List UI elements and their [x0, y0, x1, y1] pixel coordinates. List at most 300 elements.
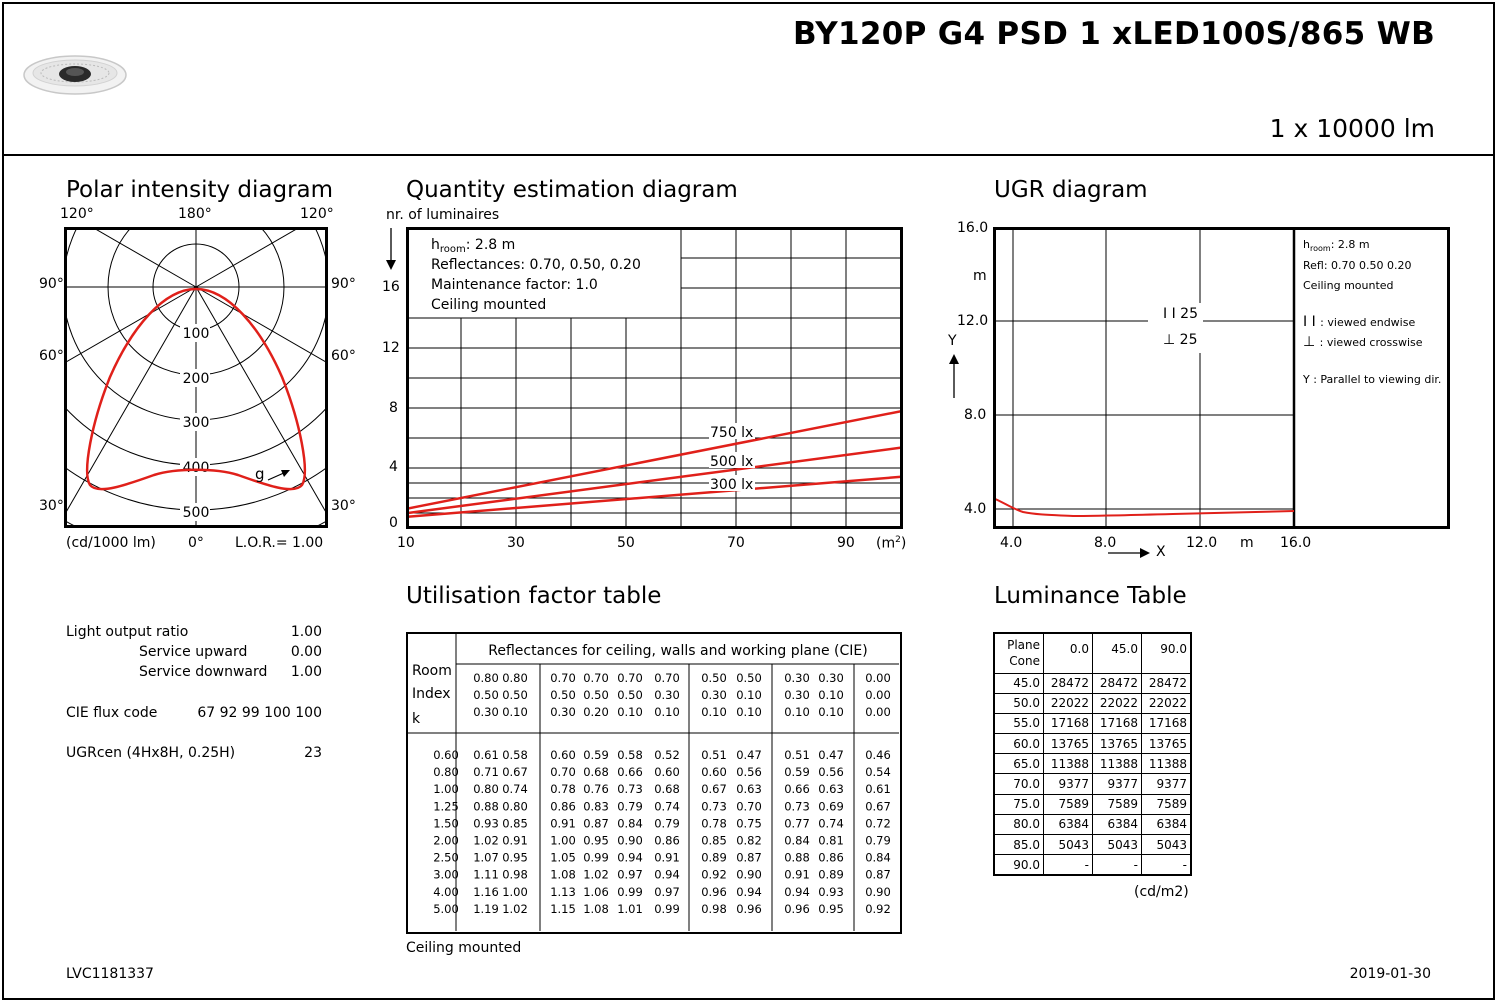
- luminance-value: 5043: [1044, 835, 1093, 855]
- ring-label-200: 200: [182, 371, 210, 387]
- prop-value-lor: 1.00: [290, 624, 322, 640]
- polar-unit: (cd/1000 lm): [66, 535, 156, 551]
- luminance-row: [994, 794, 1191, 814]
- luminance-value: 11388: [1044, 754, 1093, 774]
- polar-angle-right-60: 60°: [331, 348, 356, 364]
- document-code: LVC1181337: [66, 966, 154, 982]
- polar-angle-left-90: 90°: [39, 276, 64, 292]
- q-info-reflectances: Reflectances: 0.70, 0.50, 0.20: [431, 257, 641, 273]
- utilisation-value: 0.78: [550, 782, 576, 797]
- utilisation-value: 0.90: [617, 833, 643, 848]
- ugr-legend-crosswise: ⊥ : viewed crosswise: [1303, 334, 1423, 350]
- luminance-value: 22022: [1044, 693, 1093, 713]
- luminance-value: -: [1093, 855, 1142, 876]
- lum-col-45: 45.0: [1093, 633, 1142, 673]
- util-header: Reflectances for ceiling, walls and working plane (CIE): [488, 643, 868, 659]
- luminance-value: 22022: [1093, 693, 1142, 713]
- room-index-value: 2.50: [433, 850, 459, 865]
- polar-angle-top-left: 120°: [60, 206, 94, 222]
- header-divider: [2, 154, 1495, 156]
- reflectance-value: 0.00: [865, 688, 891, 702]
- utilisation-value: 0.99: [583, 850, 609, 865]
- ugr-xtick-16: 16.0: [1280, 535, 1312, 551]
- utilisation-value: 0.56: [818, 765, 844, 780]
- prop-value-cie: 67 92 99 100 100: [197, 705, 322, 721]
- reflectance-value: 0.30: [701, 688, 727, 702]
- luminance-title: Luminance Table: [994, 583, 1187, 609]
- util-title: Utilisation factor table: [406, 583, 662, 609]
- utilisation-value: 0.94: [654, 867, 680, 882]
- utilisation-value: 0.88: [784, 850, 810, 865]
- utilisation-value: 1.08: [583, 901, 609, 916]
- utilisation-value: 0.70: [736, 799, 762, 814]
- polar-angle-left-60: 60°: [39, 348, 64, 364]
- reflectance-value: 0.50: [502, 688, 528, 702]
- utilisation-value: 0.86: [654, 833, 680, 848]
- utilisation-value: 0.60: [654, 765, 680, 780]
- luminance-value: 11388: [1142, 754, 1192, 774]
- luminance-value: 5043: [1142, 835, 1192, 855]
- polar-diagram: [64, 227, 328, 528]
- room-index-value: 5.00: [433, 901, 459, 916]
- utilisation-table: [406, 632, 902, 934]
- utilisation-value: 0.54: [865, 765, 891, 780]
- q-ytick-12: 12: [382, 340, 400, 356]
- luminance-angle: 85.0: [994, 835, 1044, 855]
- room-index-value: 1.50: [433, 816, 459, 831]
- q-ytick-16: 16: [382, 279, 400, 295]
- room-index-value: 1.25: [433, 799, 459, 814]
- room-index-value: 0.60: [433, 748, 459, 762]
- ugr-ylabel: Y: [948, 333, 957, 349]
- reflectance-value: 0.10: [502, 705, 528, 719]
- utilisation-value: 1.08: [550, 867, 576, 882]
- room-index-value: 3.00: [433, 867, 459, 882]
- utilisation-value: 0.73: [701, 799, 727, 814]
- reflectance-value: 0.30: [654, 688, 680, 702]
- ugr-ytick-4: 4.0: [964, 501, 987, 517]
- util-room-label: Room: [412, 663, 452, 679]
- q-xtick-50: 50: [617, 535, 635, 551]
- luminance-value: 17168: [1142, 713, 1192, 733]
- utilisation-value: 0.47: [736, 748, 762, 762]
- q-xunit: $(m^2)$: [876, 535, 907, 552]
- reflectance-value: 0.10: [701, 705, 727, 719]
- ugr-xtick-8: 8.0: [1094, 535, 1117, 551]
- utilisation-value: 0.74: [818, 816, 844, 831]
- polar-angle-top-right: 120°: [300, 206, 334, 222]
- luminance-value: 11388: [1093, 754, 1142, 774]
- utilisation-value: 0.69: [818, 799, 844, 814]
- prop-value-ugr: 23: [304, 745, 322, 761]
- util-k-label: k: [412, 711, 421, 727]
- luminance-value: -: [1142, 855, 1192, 876]
- polar-angle-top-center: 180°: [178, 206, 212, 222]
- reflectance-value: 0.30: [550, 705, 576, 719]
- utilisation-value: 1.02: [502, 901, 528, 916]
- ugr-info-hroom: $h_{room}$: 2.8 m: [1303, 238, 1370, 253]
- room-index-value: 4.00: [433, 884, 459, 899]
- reflectance-value: 0.70: [550, 671, 576, 685]
- luminance-value: 9377: [1142, 774, 1192, 794]
- polar-angle-right-30: 30°: [331, 498, 356, 514]
- utilisation-value: 0.97: [654, 884, 680, 899]
- luminance-row: [994, 693, 1191, 713]
- series-line-0: [406, 411, 903, 509]
- utilisation-value: 0.84: [617, 816, 643, 831]
- product-title: BY120P G4 PSD 1 xLED100S/865 WB: [793, 16, 1435, 52]
- utilisation-value: 0.61: [473, 748, 499, 762]
- luminous-flux: 1 x 10000 lm: [1269, 114, 1435, 143]
- reflectance-value: 0.30: [818, 671, 844, 685]
- utilisation-value: 0.83: [583, 799, 609, 814]
- utilisation-value: 0.61: [865, 782, 891, 797]
- luminance-value: 13765: [1044, 734, 1093, 754]
- prop-label-lor: Light output ratio: [66, 624, 189, 640]
- reflectance-value: 0.70: [617, 671, 643, 685]
- luminance-angle: 60.0: [994, 734, 1044, 754]
- utilisation-value: 0.79: [865, 833, 891, 848]
- utilisation-value: 0.86: [818, 850, 844, 865]
- utilisation-value: 1.19: [473, 901, 499, 916]
- quantity-title: Quantity estimation diagram: [406, 177, 738, 203]
- prop-label-ugr: UGRcen (4Hx8H, 0.25H): [66, 745, 236, 761]
- ugr-chart: [993, 227, 1450, 529]
- utilisation-value: 1.01: [617, 901, 643, 916]
- prop-value-downward: 1.00: [290, 664, 322, 680]
- utilisation-value: 0.92: [865, 901, 891, 916]
- utilisation-value: 0.66: [617, 765, 643, 780]
- down-arrow-icon: [384, 226, 400, 272]
- luminance-unit: (cd/m2): [1134, 884, 1189, 900]
- reflectance-value: 0.30: [784, 688, 810, 702]
- luminance-value: 13765: [1142, 734, 1192, 754]
- utilisation-value: 0.96: [701, 884, 727, 899]
- luminance-value: 6384: [1093, 814, 1142, 834]
- luminance-angle: 80.0: [994, 814, 1044, 834]
- reflectance-value: 0.50: [473, 688, 499, 702]
- luminance-value: 7589: [1142, 794, 1192, 814]
- utilisation-value: 0.73: [617, 782, 643, 797]
- utilisation-value: 0.90: [865, 884, 891, 899]
- utilisation-value: 0.93: [473, 816, 499, 831]
- q-xtick-90: 90: [837, 535, 855, 551]
- luminance-value: 17168: [1044, 713, 1093, 733]
- series-label-750: 750 lx: [710, 425, 754, 441]
- utilisation-value: 0.99: [654, 901, 680, 916]
- polar-zero-angle: 0°: [188, 535, 204, 551]
- ugr-curve: [993, 498, 1294, 516]
- q-info-hroom: $h_{room}$: 2.8 m: [431, 237, 516, 255]
- utilisation-value: 0.76: [583, 782, 609, 797]
- utilisation-value: 0.89: [701, 850, 727, 865]
- utilisation-value: 0.94: [784, 884, 810, 899]
- luminance-angle: 65.0: [994, 754, 1044, 774]
- utilisation-value: 0.73: [784, 799, 810, 814]
- utilisation-value: 0.70: [550, 765, 576, 780]
- luminance-angle: 90.0: [994, 855, 1044, 876]
- utilisation-value: 1.16: [473, 884, 499, 899]
- q-ytick-4: 4: [389, 459, 398, 475]
- ugr-crosswise-value: ⊥ 25: [1163, 332, 1198, 348]
- utilisation-value: 0.66: [784, 782, 810, 797]
- reflectance-value: 0.30: [473, 705, 499, 719]
- q-ytick-0: 0: [389, 515, 398, 531]
- series-label-300: 300 lx: [710, 477, 754, 493]
- ring-label-400: 400: [182, 460, 210, 476]
- right-arrow-icon: [1106, 546, 1152, 560]
- utilisation-value: 0.88: [473, 799, 499, 814]
- utilisation-value: 0.82: [736, 833, 762, 848]
- ugr-legend-endwise: I I : viewed endwise: [1303, 314, 1416, 330]
- luminance-row: [994, 734, 1191, 754]
- ugr-xtick-4: 4.0: [1000, 535, 1023, 551]
- utilisation-value: 0.98: [502, 867, 528, 882]
- utilisation-value: 0.86: [550, 799, 576, 814]
- luminance-value: 6384: [1142, 814, 1192, 834]
- polar-lor: L.O.R.= 1.00: [235, 535, 324, 551]
- reflectance-value: 0.70: [654, 671, 680, 685]
- utilisation-value: 0.52: [654, 748, 680, 762]
- utilisation-value: 0.84: [865, 850, 891, 865]
- utilisation-value: 0.78: [701, 816, 727, 831]
- reflectance-value: 0.10: [736, 688, 762, 702]
- reflectance-value: 0.30: [784, 671, 810, 685]
- luminance-table: [993, 632, 1192, 876]
- luminance-row: [994, 673, 1191, 693]
- room-index-value: 2.00: [433, 833, 459, 848]
- utilisation-value: 0.84: [784, 833, 810, 848]
- utilisation-value: 0.85: [701, 833, 727, 848]
- luminaire-photo: [22, 52, 128, 100]
- utilisation-value: 0.96: [736, 901, 762, 916]
- curve-label: g: [255, 465, 265, 483]
- utilisation-value: 0.72: [865, 816, 891, 831]
- reflectance-value: 0.70: [583, 671, 609, 685]
- q-info-maintenance: Maintenance factor: 1.0: [431, 277, 598, 293]
- quantity-ylabel: nr. of luminaires: [386, 207, 500, 223]
- luminance-angle: 70.0: [994, 774, 1044, 794]
- utilisation-value: 0.68: [654, 782, 680, 797]
- ugr-endwise-value: I I 25: [1163, 306, 1198, 322]
- utilisation-value: 0.99: [617, 884, 643, 899]
- luminance-value: 17168: [1093, 713, 1142, 733]
- utilisation-value: 0.58: [502, 748, 528, 762]
- ugr-title: UGR diagram: [994, 177, 1148, 203]
- room-index-value: 1.00: [433, 782, 459, 797]
- ugr-legend-y: Y : Parallel to viewing dir.: [1303, 373, 1442, 386]
- utilisation-value: 0.79: [617, 799, 643, 814]
- utilisation-value: 0.89: [818, 867, 844, 882]
- ugr-ytick-8: 8.0: [964, 407, 987, 423]
- utilisation-value: 0.81: [818, 833, 844, 848]
- utilisation-value: 0.94: [617, 850, 643, 865]
- luminance-angle: 50.0: [994, 693, 1044, 713]
- utilisation-value: 0.59: [784, 765, 810, 780]
- luminance-row: [994, 835, 1191, 855]
- luminance-value: 13765: [1093, 734, 1142, 754]
- utilisation-value: 1.00: [550, 833, 576, 848]
- utilisation-value: 0.67: [502, 765, 528, 780]
- luminance-value: 22022: [1142, 693, 1192, 713]
- ugr-xunit: m: [1240, 535, 1254, 551]
- series-line-1: [406, 447, 903, 513]
- utilisation-value: 0.60: [701, 765, 727, 780]
- utilisation-value: 0.92: [701, 867, 727, 882]
- utilisation-value: 0.87: [583, 816, 609, 831]
- luminance-value: 9377: [1093, 774, 1142, 794]
- reflectance-value: 0.50: [736, 671, 762, 685]
- utilisation-value: 1.00: [502, 884, 528, 899]
- utilisation-value: 0.85: [502, 816, 528, 831]
- reflectance-value: 0.50: [617, 688, 643, 702]
- reflectance-value: 0.50: [701, 671, 727, 685]
- prop-label-cie: CIE flux code: [66, 705, 158, 721]
- reflectance-value: 0.10: [784, 705, 810, 719]
- reflectance-value: 0.00: [865, 705, 891, 719]
- luminance-row: [994, 855, 1191, 876]
- luminance-value: 7589: [1093, 794, 1142, 814]
- utilisation-value: 0.91: [550, 816, 576, 831]
- utilisation-value: 0.63: [818, 782, 844, 797]
- utilisation-value: 0.60: [550, 748, 576, 762]
- reflectance-value: 0.50: [583, 688, 609, 702]
- utilisation-value: 0.90: [736, 867, 762, 882]
- utilisation-value: 0.94: [736, 884, 762, 899]
- document-date: 2019-01-30: [1349, 966, 1431, 982]
- polar-angle-right-90: 90°: [331, 276, 356, 292]
- ugr-xtick-12: 12.0: [1186, 535, 1218, 551]
- utilisation-value: 0.97: [617, 867, 643, 882]
- utilisation-value: 0.51: [701, 748, 727, 762]
- utilisation-value: 1.02: [473, 833, 499, 848]
- luminance-row: [994, 774, 1191, 794]
- lum-plane-cone: Plane Cone: [994, 633, 1044, 673]
- utilisation-value: 0.95: [818, 901, 844, 916]
- series-label-500: 500 lx: [710, 454, 754, 470]
- q-info-mounting: Ceiling mounted: [431, 297, 547, 313]
- reflectance-value: 0.00: [865, 671, 891, 685]
- utilisation-value: 0.80: [502, 799, 528, 814]
- utilisation-value: 0.80: [473, 782, 499, 797]
- luminance-angle: 55.0: [994, 713, 1044, 733]
- lum-col-0: 0.0: [1044, 633, 1093, 673]
- prop-value-upward: 0.00: [290, 644, 322, 660]
- util-footer: Ceiling mounted: [406, 940, 522, 956]
- utilisation-value: 1.07: [473, 850, 499, 865]
- ugr-xlabel: X: [1156, 544, 1166, 560]
- utilisation-value: 0.91: [502, 833, 528, 848]
- utilisation-value: 1.06: [583, 884, 609, 899]
- luminance-row: [994, 713, 1191, 733]
- ugr-info-refl: Refl: 0.70 0.50 0.20: [1303, 259, 1412, 272]
- prop-label-upward: Service upward: [139, 644, 248, 660]
- utilisation-value: 0.93: [818, 884, 844, 899]
- utilisation-value: 0.59: [583, 748, 609, 762]
- utilisation-value: 0.47: [818, 748, 844, 762]
- q-xtick-30: 30: [507, 535, 525, 551]
- ring-label-100: 100: [182, 326, 210, 342]
- ugr-ytick-12: 12.0: [957, 313, 989, 329]
- utilisation-value: 1.11: [473, 867, 499, 882]
- reflectance-value: 0.50: [550, 688, 576, 702]
- reflectance-value: 0.10: [818, 688, 844, 702]
- luminance-row: [994, 814, 1191, 834]
- luminance-angle: 75.0: [994, 794, 1044, 814]
- ring-label-500: 500: [182, 505, 210, 521]
- q-ytick-8: 8: [389, 400, 398, 416]
- utilisation-value: 0.77: [784, 816, 810, 831]
- utilisation-value: 0.87: [736, 850, 762, 865]
- luminance-value: 9377: [1044, 774, 1093, 794]
- reflectance-value: 0.80: [502, 671, 528, 685]
- utilisation-value: 0.74: [502, 782, 528, 797]
- utilisation-value: 0.56: [736, 765, 762, 780]
- utilisation-value: 1.02: [583, 867, 609, 882]
- utilisation-value: 0.67: [865, 799, 891, 814]
- utilisation-value: 0.96: [784, 901, 810, 916]
- luminance-value: 28472: [1093, 673, 1142, 693]
- luminance-value: 7589: [1044, 794, 1093, 814]
- util-index-label: Index: [412, 686, 451, 702]
- utilisation-value: 0.95: [583, 833, 609, 848]
- ugr-ytick-16: 16.0: [957, 220, 989, 236]
- utilisation-value: 0.71: [473, 765, 499, 780]
- utilisation-value: 1.05: [550, 850, 576, 865]
- luminance-row: [994, 754, 1191, 774]
- luminance-value: 28472: [1044, 673, 1093, 693]
- reflectance-value: 0.10: [736, 705, 762, 719]
- reflectance-value: 0.10: [617, 705, 643, 719]
- utilisation-value: 0.58: [617, 748, 643, 762]
- luminance-value: 28472: [1142, 673, 1192, 693]
- luminance-value: 6384: [1044, 814, 1093, 834]
- luminance-angle: 45.0: [994, 673, 1044, 693]
- utilisation-value: 0.91: [654, 850, 680, 865]
- luminance-value: -: [1044, 855, 1093, 876]
- polar-angle-left-30: 30°: [39, 498, 64, 514]
- room-index-value: 0.80: [433, 765, 459, 780]
- utilisation-value: 0.68: [583, 765, 609, 780]
- utilisation-value: 0.63: [736, 782, 762, 797]
- luminance-value: 5043: [1093, 835, 1142, 855]
- utilisation-value: 0.87: [865, 867, 891, 882]
- reflectance-value: 0.20: [583, 705, 609, 719]
- lum-col-90: 90.0: [1142, 633, 1192, 673]
- utilisation-value: 0.75: [736, 816, 762, 831]
- utilisation-value: 0.46: [865, 748, 891, 762]
- reflectance-value: 0.10: [818, 705, 844, 719]
- utilisation-value: 0.98: [701, 901, 727, 916]
- utilisation-value: 0.91: [784, 867, 810, 882]
- utilisation-value: 0.79: [654, 816, 680, 831]
- ugr-info-mounting: Ceiling mounted: [1303, 279, 1394, 292]
- utilisation-value: 1.15: [550, 901, 576, 916]
- q-xtick-70: 70: [727, 535, 745, 551]
- up-arrow-icon: [947, 352, 961, 400]
- ugr-yunit: m: [973, 268, 987, 284]
- utilisation-value: 0.67: [701, 782, 727, 797]
- quantity-chart: [406, 227, 903, 529]
- prop-label-downward: Service downward: [139, 664, 268, 680]
- ring-label-300: 300: [182, 415, 210, 431]
- utilisation-value: 1.13: [550, 884, 576, 899]
- polar-title: Polar intensity diagram: [66, 177, 334, 203]
- q-xtick-10: 10: [397, 535, 415, 551]
- reflectance-value: 0.10: [654, 705, 680, 719]
- utilisation-value: 0.74: [654, 799, 680, 814]
- utilisation-value: 0.51: [784, 748, 810, 762]
